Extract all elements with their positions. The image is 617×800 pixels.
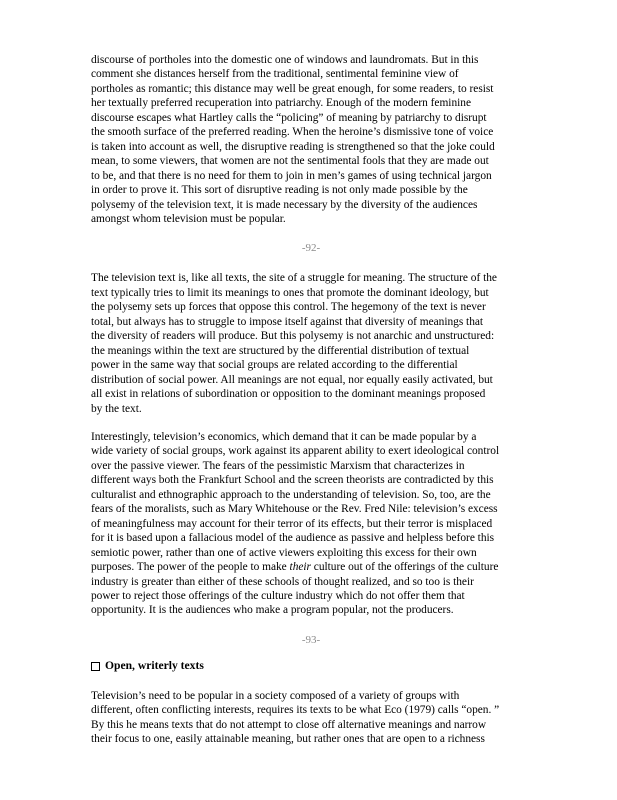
paragraph-3-text-b: culture out of the offerings of the culture industry is greater than either of these schools of thought realized, and so too is their power to reject those offerings of the culture industry which do not offer them that opportunity. It is the audiences who make a program popular, not the producers. — [91, 561, 499, 617]
section-heading — [91, 659, 531, 673]
section-heading-text: Open, writerly texts — [105, 658, 204, 672]
square-bullet-icon — [91, 662, 100, 671]
paragraph-3-italic-their: their — [289, 561, 311, 574]
paragraph-1: discourse of portholes into the domestic one of windows and laundromats. But in this comment she distances herself from the traditional, sentimental feminine view of portholes as romantic; this distance may well be great enough, for some readers, to resist her textually preferred recuperation into patriarchy. Enough of the modern feminine discourse escapes what Hartley calls the “policing” of meaning by patriarchy to disrupt the smooth surface of the preferred reading. When the heroine’s dismissive tone of voice is taken into account as well, the disruptive reading is strengthened so that the joke could mean, to some viewers, that women are not the sentimental fools that they are made out to be, and that there is no need for them to join in men’s games of using technical jargon in order to prove it. This sort of disruptive reading is not only made possible by the polysemy of the television text, it is made necessary by the diversity of the audiences amongst whom television must be popular. — [91, 54, 495, 225]
paragraph-4: Television’s need to be popular in a society composed of a variety of groups with different, often conflicting interests, requires its texts to be what Eco (1979) calls “open. ” By this he means texts that do not attempt to close off alternative meanings and narrow their focus to one, easily attainable meaning, but rather ones that are open to a richness — [91, 689, 500, 746]
page-number-92: -92- — [301, 242, 321, 255]
paragraph-3 — [91, 430, 531, 618]
page-number-93: -93- — [301, 633, 321, 646]
paragraph-3-text-a: Interestingly, television’s economics, which demand that it can be made popular by a wide variety of social groups, work against its apparent ability to exert ideological control over the passive viewer. The fears of the pessimistic Marxism that characterizes in different ways both the Frankfurt School and the screen theorists are contradicted by this culturalist and ethnographic approach to the understanding of television. So, too, are the fears of the moralists, such as Mary Whitehouse or the Rev. Fred Nile: television’s excess of meaningfulness may account for their terror of its effects, but their terror is misplaced for it is based upon a fallacious model of the audience as passive and helpless before this semiotic power, rather than one of active viewers exploiting this excess for their own purposes. The power of the people to make — [91, 430, 500, 574]
paragraph-gap — [91, 416, 531, 430]
document-page — [91, 53, 531, 747]
paragraph-2: The television text is, like all texts, the site of a struggle for meaning. The structure of the text typically tries to limit its meanings to ones that promote the dominant ideology, but the polysemy sets up forces that oppose this control. The hegemony of the text is never total, but always has to struggle to impose itself against that diversity of meanings that the diversity of readers will produce. But this polysemy is not anarchic and unstructured: the meanings within the text are structured by the differential distribution of textual power in the same way that social groups are related according to the differential distribution of social power. All meanings are not equal, nor equally easily activated, but all exist in relations of subordination or opposition to the dominant meanings proposed by the text. — [91, 272, 497, 415]
